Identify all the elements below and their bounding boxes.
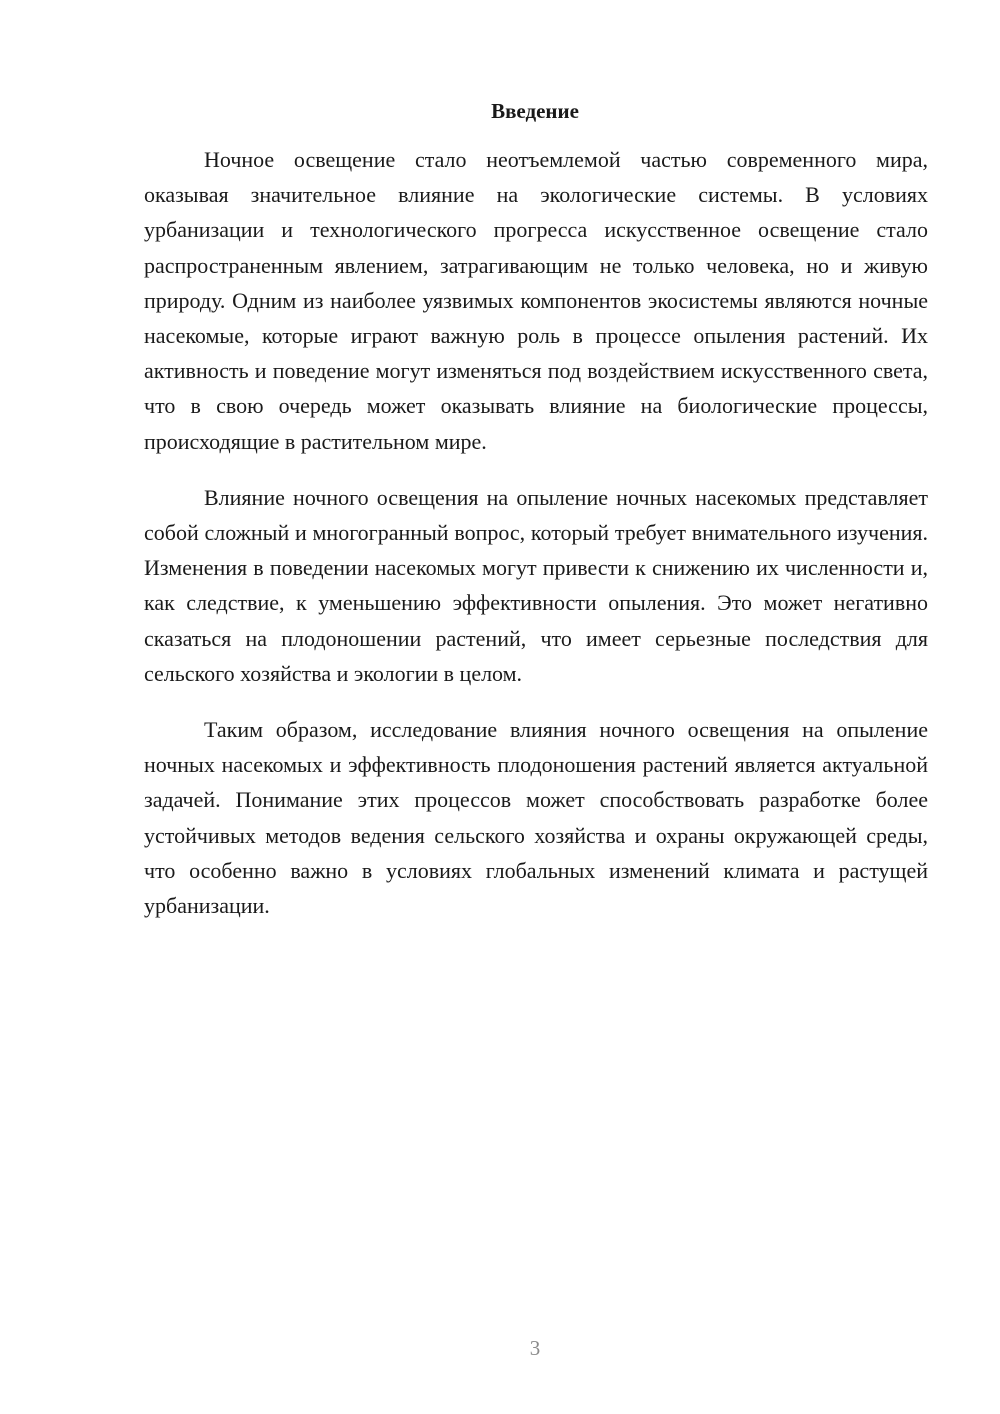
paragraph-3: Таким образом, исследование влияния ночного освещения на опыление ночных насекомых и эффективность плодоношения растений является актуальной задачей. Понимание этих процессов может способствовать разработке более устойчивых методов ведения сельского хозяйства и охраны окружающей среды, что особенно важно в условиях глобальных изменений климата и растущей урбанизации. [144, 717, 928, 919]
paragraph-2: Влияние ночного освещения на опыление ночных насекомых представляет собой сложный и многогранный вопрос, который требует внимательного изучения. Изменения в поведении насекомых могут привести к снижению их численности и, как следствие, к уменьшению эффективности опыления. Это может негативно сказаться на плодоношении растений, что имеет серьезные последствия для сельского хозяйства и экологии в целом. [144, 484, 928, 686]
section-heading: Введение [491, 99, 579, 123]
paragraph-1: Ночное освещение стало неотъемлемой частью современного мира, оказывая значительное влияние на экологические системы. В условиях урбанизации и технологического прогресса искусственное освещение стало распространенным явлением, затрагивающим не только человека, но и живую природу. Одним из наиболее уязвимых компонентов экосистемы являются ночные насекомые, которые играют важную роль в процессе опыления растений. Их активность и поведение могут изменяться под воздействием искусственного света, что в свою очередь может оказывать влияние на биологические процессы, происходящие в растительном мире. [144, 147, 928, 454]
page-number: 3 [529, 1336, 541, 1360]
body-text [144, 142, 928, 923]
